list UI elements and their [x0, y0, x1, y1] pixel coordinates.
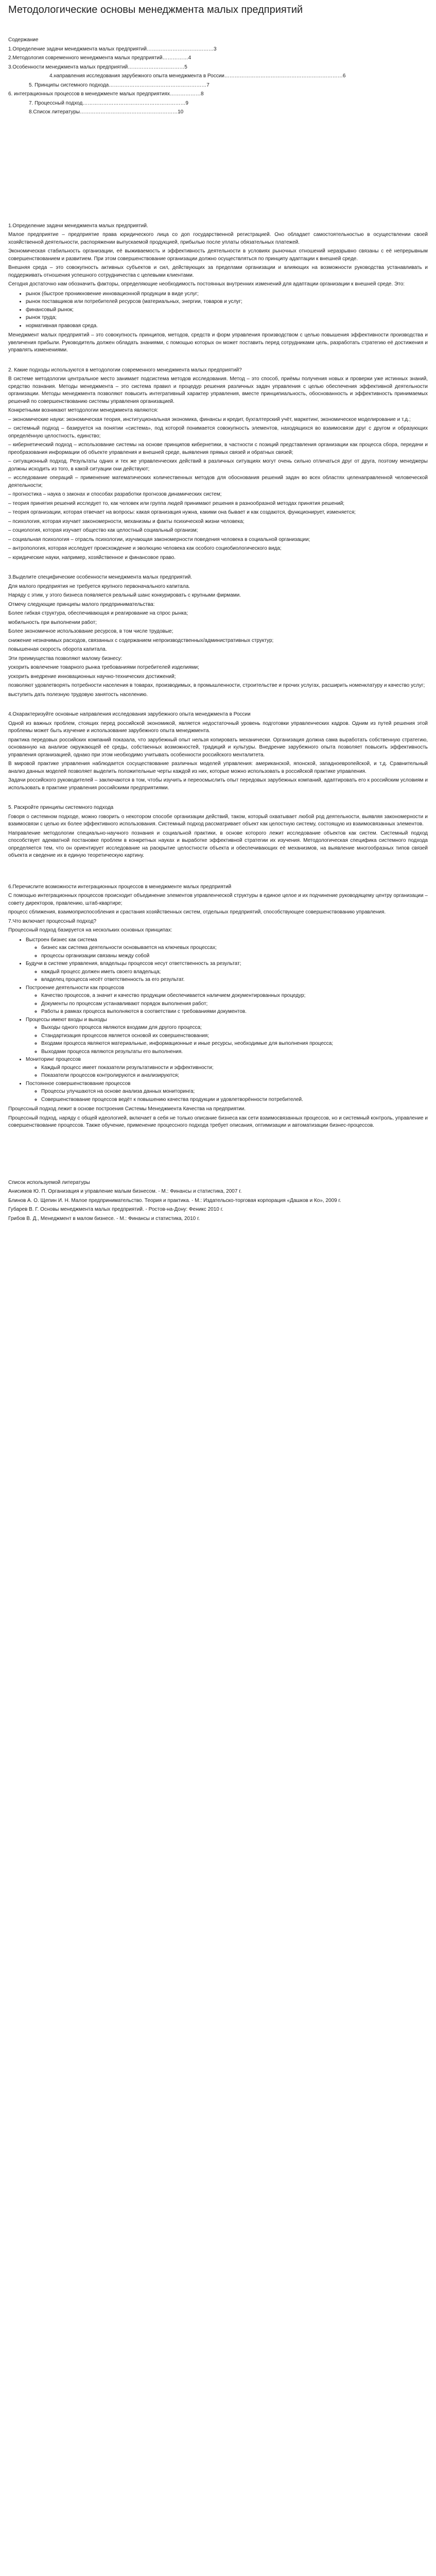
toc-item: 2.Методология современного менеджмента малых предприятий……………4 — [8, 55, 191, 61]
paragraph: выступить дать полезную трудовую занятость населению. — [8, 691, 148, 698]
paragraph: Задачи российского руководителей – заключаются в том, чтобы изучить и переосмыслить опыт передовых зарубежных компаний, адаптировать его к российским условиям и использовать в практике управления российскими предприятиями. — [8, 777, 428, 791]
document-title: Методологические основы менеджмента малых предприятий — [8, 4, 303, 15]
section-heading: 1.Определение задачи менеджмента малых предприятий. — [8, 223, 148, 229]
sub-list-item: ◦ Процессы улучшаются на основе анализа данных мониторинга; — [41, 1088, 428, 1096]
sub-list-item: ◦ Работы в рамках процесса выполняются в соответствии с требованиями документов. — [41, 1008, 428, 1016]
document-page — [0, 0, 436, 1245]
sub-list-item: ◦ Совершенствование процессов ведёт к повышению качества продукции и удовлетворённости потребителей. — [41, 1096, 428, 1104]
sub-list-item: ◦ Показатели процессов контролируются и анализируются; — [41, 1072, 428, 1080]
sub-list — [35, 1024, 428, 1056]
section-heading: 2. Какие подходы используются в методологии современного менеджмента малых предприятий? — [8, 367, 242, 373]
paragraph: Отмечу следующие принципы малого предпринимательства: — [8, 601, 155, 607]
sub-list — [35, 1064, 428, 1080]
sub-list-item: ◦ владелец процесса несёт ответственность за его результат. — [41, 976, 428, 984]
sub-list-item: ◦ Входами процесса являются материальные, информационные и иные ресурсы, необходимые для выполнения процесса; — [41, 1040, 428, 1048]
paragraph: – ситуационный подход. Результаты одних и тех же управленческих действий в различных ситуациях могут очень сильно отличаться друг от друга, поэтому менеджеры должны исходить из того, в какой ситуации они действуют; — [8, 459, 428, 472]
sub-list — [35, 969, 428, 984]
paragraph: Процессный подход, наряду с общей идеологией, включает в себя не только описание бизнеса как сети взаимосвязанных процессов, но и системный контроль, управление и совершенствование процессов. Также обучение, применение процессного подхода требует описания, оптимизации и автоматизации бизнес-процессов. — [8, 1115, 428, 1128]
toc-item: 6. интеграционных процессов в менеджменте малых предприятиях………………8 — [8, 91, 204, 97]
sub-list-item: ◦ Каждый процесс имеет показатели результативности и эффективности; — [41, 1064, 428, 1072]
sub-list — [35, 992, 428, 1016]
toc-item: 1.Определение задачи менеджмента малых предприятий…………………………………3 — [8, 46, 217, 52]
sub-list-item: ◦ Стандартизация процессов является основой их совершенствования; — [41, 1032, 428, 1040]
toc-item: 4.направления исследования зарубежного опыта менеджмента в России……………………………………………………………6 — [49, 73, 346, 79]
paragraph: – системный подход – базируется на понятии «система», под которой понимается совокупность элементов, находящихся во взаимосвязи друг с другом и образующих определённую целостность, единство; — [8, 426, 428, 439]
toc-item: 3.Особенности менеджмента малых предприятий……………………………5 — [8, 64, 187, 70]
paragraph: – кибернетический подход – использование системы на основе принципов кибернетики, в частности с позиций представления организации как процесса сбора, передачи и преобразования информации об объекте управления и внешней среде, выявления прямых связей и обратных связей; — [8, 442, 428, 455]
paragraph: снижение незначимых расходов, связанных с содержанием непроизводственных/административных структур; — [8, 637, 274, 643]
sub-list — [35, 1088, 428, 1104]
list-item: • рынок труда; — [26, 314, 428, 322]
factor-list — [20, 291, 428, 330]
paragraph: В системе методологии центральное место занимает подсистема методов исследования. Метод – это способ, приёмы получения новых и проверки уже истинных знаний, средство познания. Методы менеджмента – это система правил и процедур решения различных задач управления с целью обеспечения эффективной деятельности организации. Методы менеджмента позволяют повысить интегративный характер управления, вместе принципиальность, обоснованность и эффективность принимаемых решений по совершенствованию системы управления организацией. — [8, 376, 428, 404]
reference-item: Губарев В. Г. Основы менеджмента малых предприятий. - Ростов-на-Дону: Феникс 2010 г. — [8, 1207, 223, 1212]
list-item: • Постоянное совершенствование процессов ◦ Процессы улучшаются на основе анализа данных мониторинга; ◦ Совершенствование процессов ведёт к повышению качества продукции и удовлетворённости потребителей. — [26, 1080, 428, 1104]
section-heading: 5. Раскройте принципы системного подхода — [8, 805, 114, 810]
subsection-heading: 7.Что включает процессный подход? — [8, 918, 97, 924]
paragraph: позволяют удовлетворять потребности населения в товарах, производимых, в промышленности, строительстве и прочих услугах, расширить номенклатуру и качество услуг; — [8, 683, 425, 688]
list-item: • Мониторинг процессов ◦ Каждый процесс имеет показатели результативности и эффективности; ◦ Показатели процессов контролируются и анализируются; — [26, 1056, 428, 1080]
paragraph: – экономические науки: экономическая теория, институциональная экономика, финансы и кредит, бухгалтерский учёт, маркетинг, экономическое моделирование и т.д.; — [8, 416, 411, 422]
list-item: • Будучи в системе управления, владельцы процессов несут ответственность за результат; ◦ каждый процесс должен иметь своего владельца; ◦ владелец процесса несёт ответственность за его результат. — [26, 960, 428, 984]
sub-list-item: ◦ Выходами процесса являются результаты его выполнения. — [41, 1048, 428, 1056]
references — [8, 1179, 428, 1223]
paragraph: Менеджмент малых предприятий – это совокупность принципов, методов, средств и форм управления производством с целью повышения эффективности производства и увеличения прибыли. Руководитель должен обладать знаниями, с помощью которых он может поставить перед сотрудниками цель, разработать стратегию её достижения и управлять изменениями. — [8, 332, 428, 353]
toc-item: 8.Список литературы…………………………………………………10 — [29, 109, 184, 115]
paragraph: ускорить вовлечение товарного рынка требованиями потребителей изделиями; — [8, 665, 199, 670]
list-item: • Процессы имеют входы и выходы ◦ Выходы одного процесса являются входами для другого процесса; ◦ Стандартизация процессов является основой их совершенствования; ◦ Входами процесса являются материальные, информационные и иные ресурсы, необходимые для выполнения процесса; ◦ Выходами процесса являются результаты его выполнения. — [26, 1016, 428, 1056]
paragraph: Более гибкая структура, обеспечивающая и реагирование на спрос рынка; — [8, 611, 188, 616]
paragraph: – психология, которая изучает закономерности, механизмы и факты психической жизни человека; — [8, 518, 245, 524]
toc-heading: Содержание — [8, 37, 39, 43]
principle-list — [20, 937, 428, 1104]
list-item: • нормативная правовая среда. — [26, 323, 428, 330]
paragraph: – антропология, которая исследует происхождение и эволюцию человека как особого социобиологического вида; — [8, 546, 282, 551]
paragraph: Наряду с этим, у этого бизнеса появляется реальный шанс конкурировать с крупными фирмами. — [8, 592, 241, 598]
sub-list-item: ◦ каждый процесс должен иметь своего владельца; — [41, 969, 428, 976]
list-item: • рынок (быстрое проникновение инновационной продукции в виде услуг; — [26, 291, 428, 298]
section-heading: 3.Выделите специфические особенности менеджмента малых предприятий. — [8, 574, 193, 580]
sub-list-item: ◦ бизнес как система деятельности основывается на ключевых процессах; — [41, 944, 428, 952]
sub-list-item: ◦ Документы по процессам устанавливают порядок выполнения работ; — [41, 1001, 428, 1008]
toc-item: 5. Принципы системного подхода…………………………………………………7 — [29, 82, 210, 88]
paragraph: – юридические науки, например, хозяйственное и финансовое право. — [8, 554, 176, 561]
section-4 — [8, 711, 428, 792]
section-3 — [8, 574, 428, 699]
list-item: • рынок поставщиков или потребителей ресурсов (материальных, энергии, товаров и услуг; — [26, 298, 428, 306]
toc-item: 7. Процессный подход……………………………………………………9 — [29, 100, 188, 106]
reference-item: Грибов В. Д., Менеджмент в малом бизнесе. - М.: Финансы и статистика, 2010 г. — [8, 1215, 200, 1222]
paragraph: В мировой практике управления наблюдается сосуществование различных моделей управления: американской, японской, западноевропейской, и т.д. Сравнительный анализ данных моделей позволяет выделить положительные черты каждой из них, которые можно использовать в российской практике управления. — [8, 761, 428, 774]
paragraph: Малое предприятие – предприятие права юридического лица со доп государственной регистрацией. Оно обладает самостоятельностью в осуществлении своей хозяйственной деятельности, распоряжении выпускаемой продукцией, прибылью после уплаты обязательных платежей. — [8, 232, 428, 245]
reference-item: Анисимов Ю. П. Организация и управление малым бизнесом. - М.: Финансы и статистика, 2007 г. — [8, 1189, 242, 1194]
paragraph: практика передовых российских компаний показала, что зарубежный опыт нельзя копировать механически. Организация должна сама выработать собственную стратегию, основанную на анализе окружающей её среды, собственных возможностей, традиций и культуры. Внедрение зарубежного опыта позволяет повысить эффективность управления организацией, однако при этом необходимо учитывать особенности российского менталитета. — [8, 737, 428, 758]
paragraph: – теория организации, которая отвечает на вопросы: какая организация нужна, какими она бывает и как создаются, функционирует, изменяется; — [8, 510, 356, 515]
list-item: • Выстроен бизнес как система ◦ бизнес как система деятельности основывается на ключевых процессах; ◦ процессы организации связаны между собой — [26, 937, 428, 960]
section-2 — [8, 367, 428, 562]
paragraph: процесс сближения, взаимоприспособления и срастания хозяйственных систем, отдельных предприятий, способствующее совершенствованию управления. — [8, 909, 386, 915]
paragraph: Конкретными возникают методологии менеджмента являются: — [8, 408, 159, 413]
paragraph: – прогностика – наука о законах и способах разработки прогнозов динамических систем; — [8, 492, 222, 497]
sub-list-item: ◦ Качество процессов, а значит и качество продукции обеспечивается наличием документированных процедур; — [41, 992, 428, 1000]
paragraph: Одной из важных проблем, стоящих перед российской экономикой, является недостаточный уровень подготовки управленческих кадров. Одним из путей решения этой проблемы может быть изучение и использование зарубежного опыта менеджмента. — [8, 720, 428, 734]
paragraph: Более экономичное использование ресурсов, в том числе трудовые; — [8, 629, 173, 634]
paragraph: – социальная психология – отрасль психологии, изучающая закономерности поведения человека в социальной организации; — [8, 536, 310, 543]
paragraph: Процессный подход лежит в основе построения Системы Менеджмента Качества на предприятии. — [8, 1106, 246, 1112]
section-6 — [8, 884, 428, 1130]
list-item: • Построение деятельности как процессов ◦ Качество процессов, а значит и качество продукции обеспечивается наличием документированных процедур; ◦ Документы по процессам устанавливают порядок выполнения работ; ◦ Работы в рамках процесса выполняются в соответствии с требованиями документов. — [26, 985, 428, 1016]
paragraph: Процессный подход базируется на нескольких основных принципах: — [8, 927, 172, 933]
paragraph: Эти преимущества позволяют малому бизнесу: — [8, 655, 123, 662]
reference-item: Блинов А. О. Щепин И. Н. Малое предпринимательство. Теория и практика. - М.: Издательско-торговая корпорация «Дашков и Ко», 2009 г. — [8, 1197, 341, 1204]
paragraph: Для малого предприятия не требуется крупного первоначального капитала. — [8, 583, 190, 589]
paragraph: мобильность при выполнении работ; — [8, 619, 97, 625]
list-item: • финансовый рынок; — [26, 307, 428, 314]
paragraph: ускорить внедрение инновационных научно-технических достижений; — [8, 673, 176, 680]
paragraph: Экономическая стабильность организации, её выживаемость и эффективность деятельности в условиях рыночных отношений неразрывно связаны с её непрерывным совершенствованием и развитием. При этом совершенствование организации должно осуществляться по принципу адаптации к внешней среде. — [8, 248, 428, 262]
sub-list — [35, 944, 428, 960]
sub-list-item: ◦ процессы организации связаны между собой — [41, 953, 428, 960]
paragraph: Сегодня достаточно нам обозначить факторы, определяющие необходимость постоянных внутренних изменений для адаптации организации к внешней среде. Это: — [8, 281, 405, 287]
references-heading: Список используемой литературы — [8, 1179, 90, 1185]
paragraph: – исследование операций – применение математических количественных методов для обоснования решений задач во всех областях целенаправленной человеческой деятельности; — [8, 475, 428, 488]
paragraph: Говоря о системном подходе, можно говорить о некотором способе организации действий, таком, который охватывает любой род деятельности, выявляя закономерности и взаимосвязи с целью их более эффективного использования. Системный подход рассматривает объект как целостную систему, состоящую из взаимосвязанных элементов. — [8, 814, 428, 827]
section-1 — [8, 223, 428, 354]
section-5 — [8, 804, 428, 860]
section-heading: 6.Перечислите возможности интеграционных процессов в менеджменте малых предприятий — [8, 884, 232, 890]
paragraph: Направление методологии специально-научного познания и социальной практики, в основе которого лежит исследование объектов как систем. Системный подход способствует адекватной постановке проблем в конкретных науках и выработке эффективной стратегии их изучения. Методологическая специфика системного подхода определяется тем, что он ориентирует исследование на раскрытие целостности объекта и обеспечивающих её механизмов, на выявление многообразных типов связей объекта и сведение их в единую теоретическую картину. — [8, 830, 428, 858]
section-heading: 4.Охарактеризуйте основные направления исследования зарубежного опыта менеджмента в России — [8, 711, 251, 717]
paragraph: Внешняя среда – это совокупность активных субъектов и сил, действующих за пределами организации и влияющих на возможности руководства устанавливать и поддерживать отношения успешного сотрудничества с целевыми клиентами. — [8, 265, 428, 278]
paragraph: повышенная скорость оборота капитала. — [8, 647, 107, 652]
paragraph: – социология, которая изучает общество как целостный социальный организм; — [8, 528, 198, 533]
table-of-contents — [8, 37, 428, 116]
sub-list-item: ◦ Выходы одного процесса являются входами для другого процесса; — [41, 1024, 428, 1032]
paragraph: – теория принятия решений исследует то, как человек или группа людей принимают решения в разнообразной методах принятия решений; — [8, 500, 345, 506]
paragraph: С помощью интеграционных процессов происходит объединение элементов управленческой структуры в единое целое и их подчинение руководящему центру организации – совету директоров, правлению, штаб-квартире; — [8, 893, 428, 906]
